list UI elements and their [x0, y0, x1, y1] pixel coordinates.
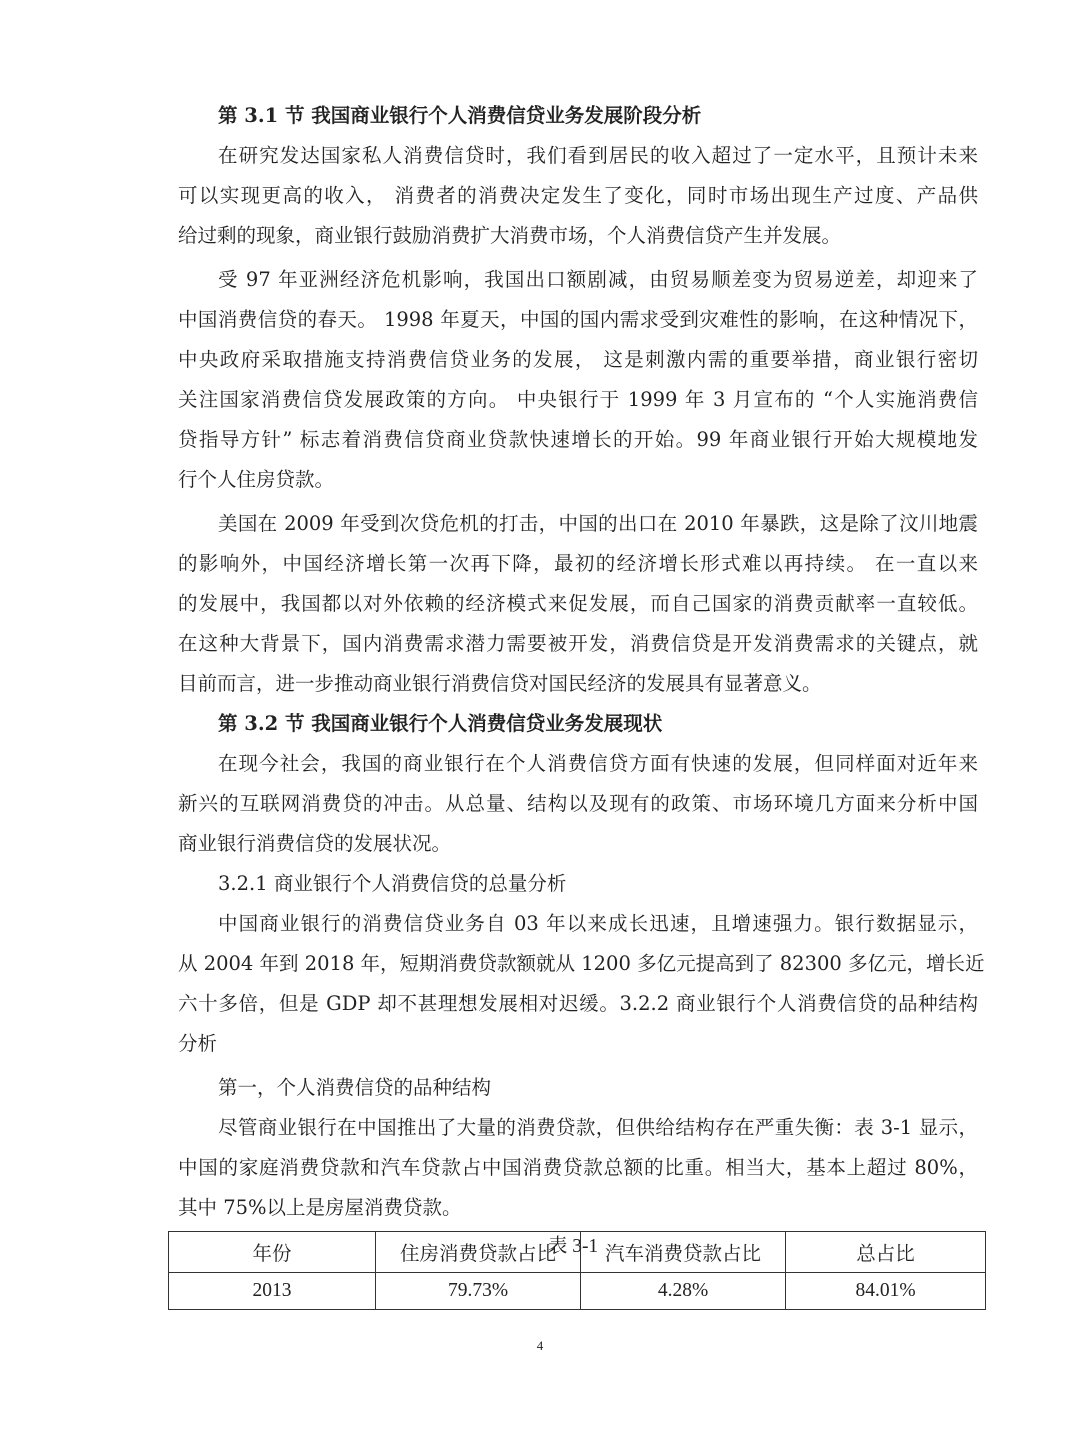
header-cell-year: 年份	[169, 1232, 376, 1273]
header-cell-housing-share: 住房消费贷款占比	[376, 1232, 581, 1273]
text-line: 在现今社会，我国的商业银行在个人消费信贷方面有快速的发展，但同样面对近年来	[218, 752, 978, 775]
text-line: 中国消费信贷的春天。 1998 年夏天，中国的国内需求受到灾难性的影响，在这种情况下，	[178, 308, 978, 331]
text-line: 的发展中，我国都以对外依赖的经济模式来促发展，而自己国家的消费贡献率一直较低。	[178, 592, 978, 615]
cell-housing-share: 79.73%	[376, 1273, 581, 1310]
text-line: 贷指导方针” 标志着消费信贷商业贷款快速增长的开始。99 年商业银行开始大规模地发	[178, 428, 978, 451]
cell-auto-share: 4.28%	[581, 1273, 786, 1310]
text-line: 第一，个人消费信贷的品种结构	[218, 1076, 492, 1099]
text-line: 商业银行消费信贷的发展状况。	[178, 832, 452, 855]
paragraph	[178, 904, 985, 1064]
text-line: 在研究发达国家私人消费信贷时，我们看到居民的收入超过了一定水平，且预计未来	[218, 144, 978, 167]
paragraph	[178, 504, 978, 704]
page-number: 4	[536, 1338, 544, 1353]
subsection-heading-3-2-1: 3.2.1 商业银行个人消费信贷的总量分析	[218, 872, 567, 895]
data-table	[168, 1231, 986, 1310]
paragraph	[178, 1068, 978, 1108]
cell-total-share: 84.01%	[786, 1273, 986, 1310]
text-line: 从 2004 年到 2018 年，短期消费贷款额就从 1200 多亿元提高到了 82300 多亿元，增长近	[178, 952, 985, 975]
paragraph	[178, 744, 978, 864]
text-line: 行个人住房贷款。	[178, 468, 335, 491]
text-line: 给过剩的现象，商业银行鼓励消费扩大消费市场，个人消费信贷产生并发展。	[178, 224, 842, 247]
text-line: 六十多倍，但是 GDP 却不甚理想发展相对迟缓。3.2.2 商业银行个人消费信贷的品种结构	[178, 992, 978, 1015]
text-line: 受 97 年亚洲经济危机影响，我国出口额剧减，由贸易顺差变为贸易逆差，却迎来了	[218, 268, 978, 291]
paragraph	[178, 260, 978, 500]
text-line: 中国商业银行的消费信贷业务自 03 年以来成长迅速，且增速强力。银行数据显示，	[218, 912, 978, 935]
text-line: 新兴的互联网消费贷的冲击。从总量、结构以及现有的政策、市场环境几方面来分析中国	[178, 792, 978, 815]
text-line: 目前而言，进一步推动商业银行消费信贷对国民经济的发展具有显著意义。	[178, 672, 822, 695]
table-row	[169, 1273, 986, 1310]
document-page	[178, 96, 985, 1262]
section-heading-3-1: 第 3.1 节 我国商业银行个人消费信贷业务发展阶段分析	[218, 104, 702, 127]
table-caption: 表 3-1	[547, 1236, 599, 1257]
paragraph	[178, 136, 978, 256]
cell-year: 2013	[169, 1273, 376, 1310]
text-line: 的影响外，中国经济增长第一次再下降，最初的经济增长形式难以再持续。 在一直以来	[178, 552, 978, 575]
text-line: 其中 75%以上是房屋消费贷款。	[178, 1196, 462, 1219]
text-line: 分析	[178, 1032, 218, 1055]
text-line: 可以实现更高的收入， 消费者的消费决定发生了变化，同时市场出现生产过度、产品供	[178, 184, 978, 207]
header-cell-auto-share: 汽车消费贷款占比	[581, 1232, 786, 1273]
text-line: 美国在 2009 年受到次贷危机的打击，中国的出口在 2010 年暴跌，这是除了汶川地震	[218, 512, 978, 535]
text-line: 关注国家消费信贷发展政策的方向。 中央银行于 1999 年 3 月宣布的 “个人实施消费信	[178, 388, 978, 411]
text-line: 中国的家庭消费贷款和汽车贷款占中国消费贷款总额的比重。相当大，基本上超过 80%，	[178, 1156, 978, 1179]
text-line: 尽管商业银行在中国推出了大量的消费贷款，但供给结构存在严重失衡：表 3-1 显示，	[218, 1116, 978, 1139]
section-heading-3-2: 第 3.2 节 我国商业银行个人消费信贷业务发展现状	[218, 712, 663, 735]
paragraph	[178, 1108, 978, 1228]
text-line: 中央政府采取措施支持消费信贷业务的发展， 这是刺激内需的重要举措，商业银行密切	[178, 348, 978, 371]
header-cell-total-share: 总占比	[786, 1232, 986, 1273]
text-line: 在这种大背景下，国内消费需求潜力需要被开发，消费信贷是开发消费需求的关键点，就	[178, 632, 978, 655]
table-header-row	[169, 1232, 986, 1273]
